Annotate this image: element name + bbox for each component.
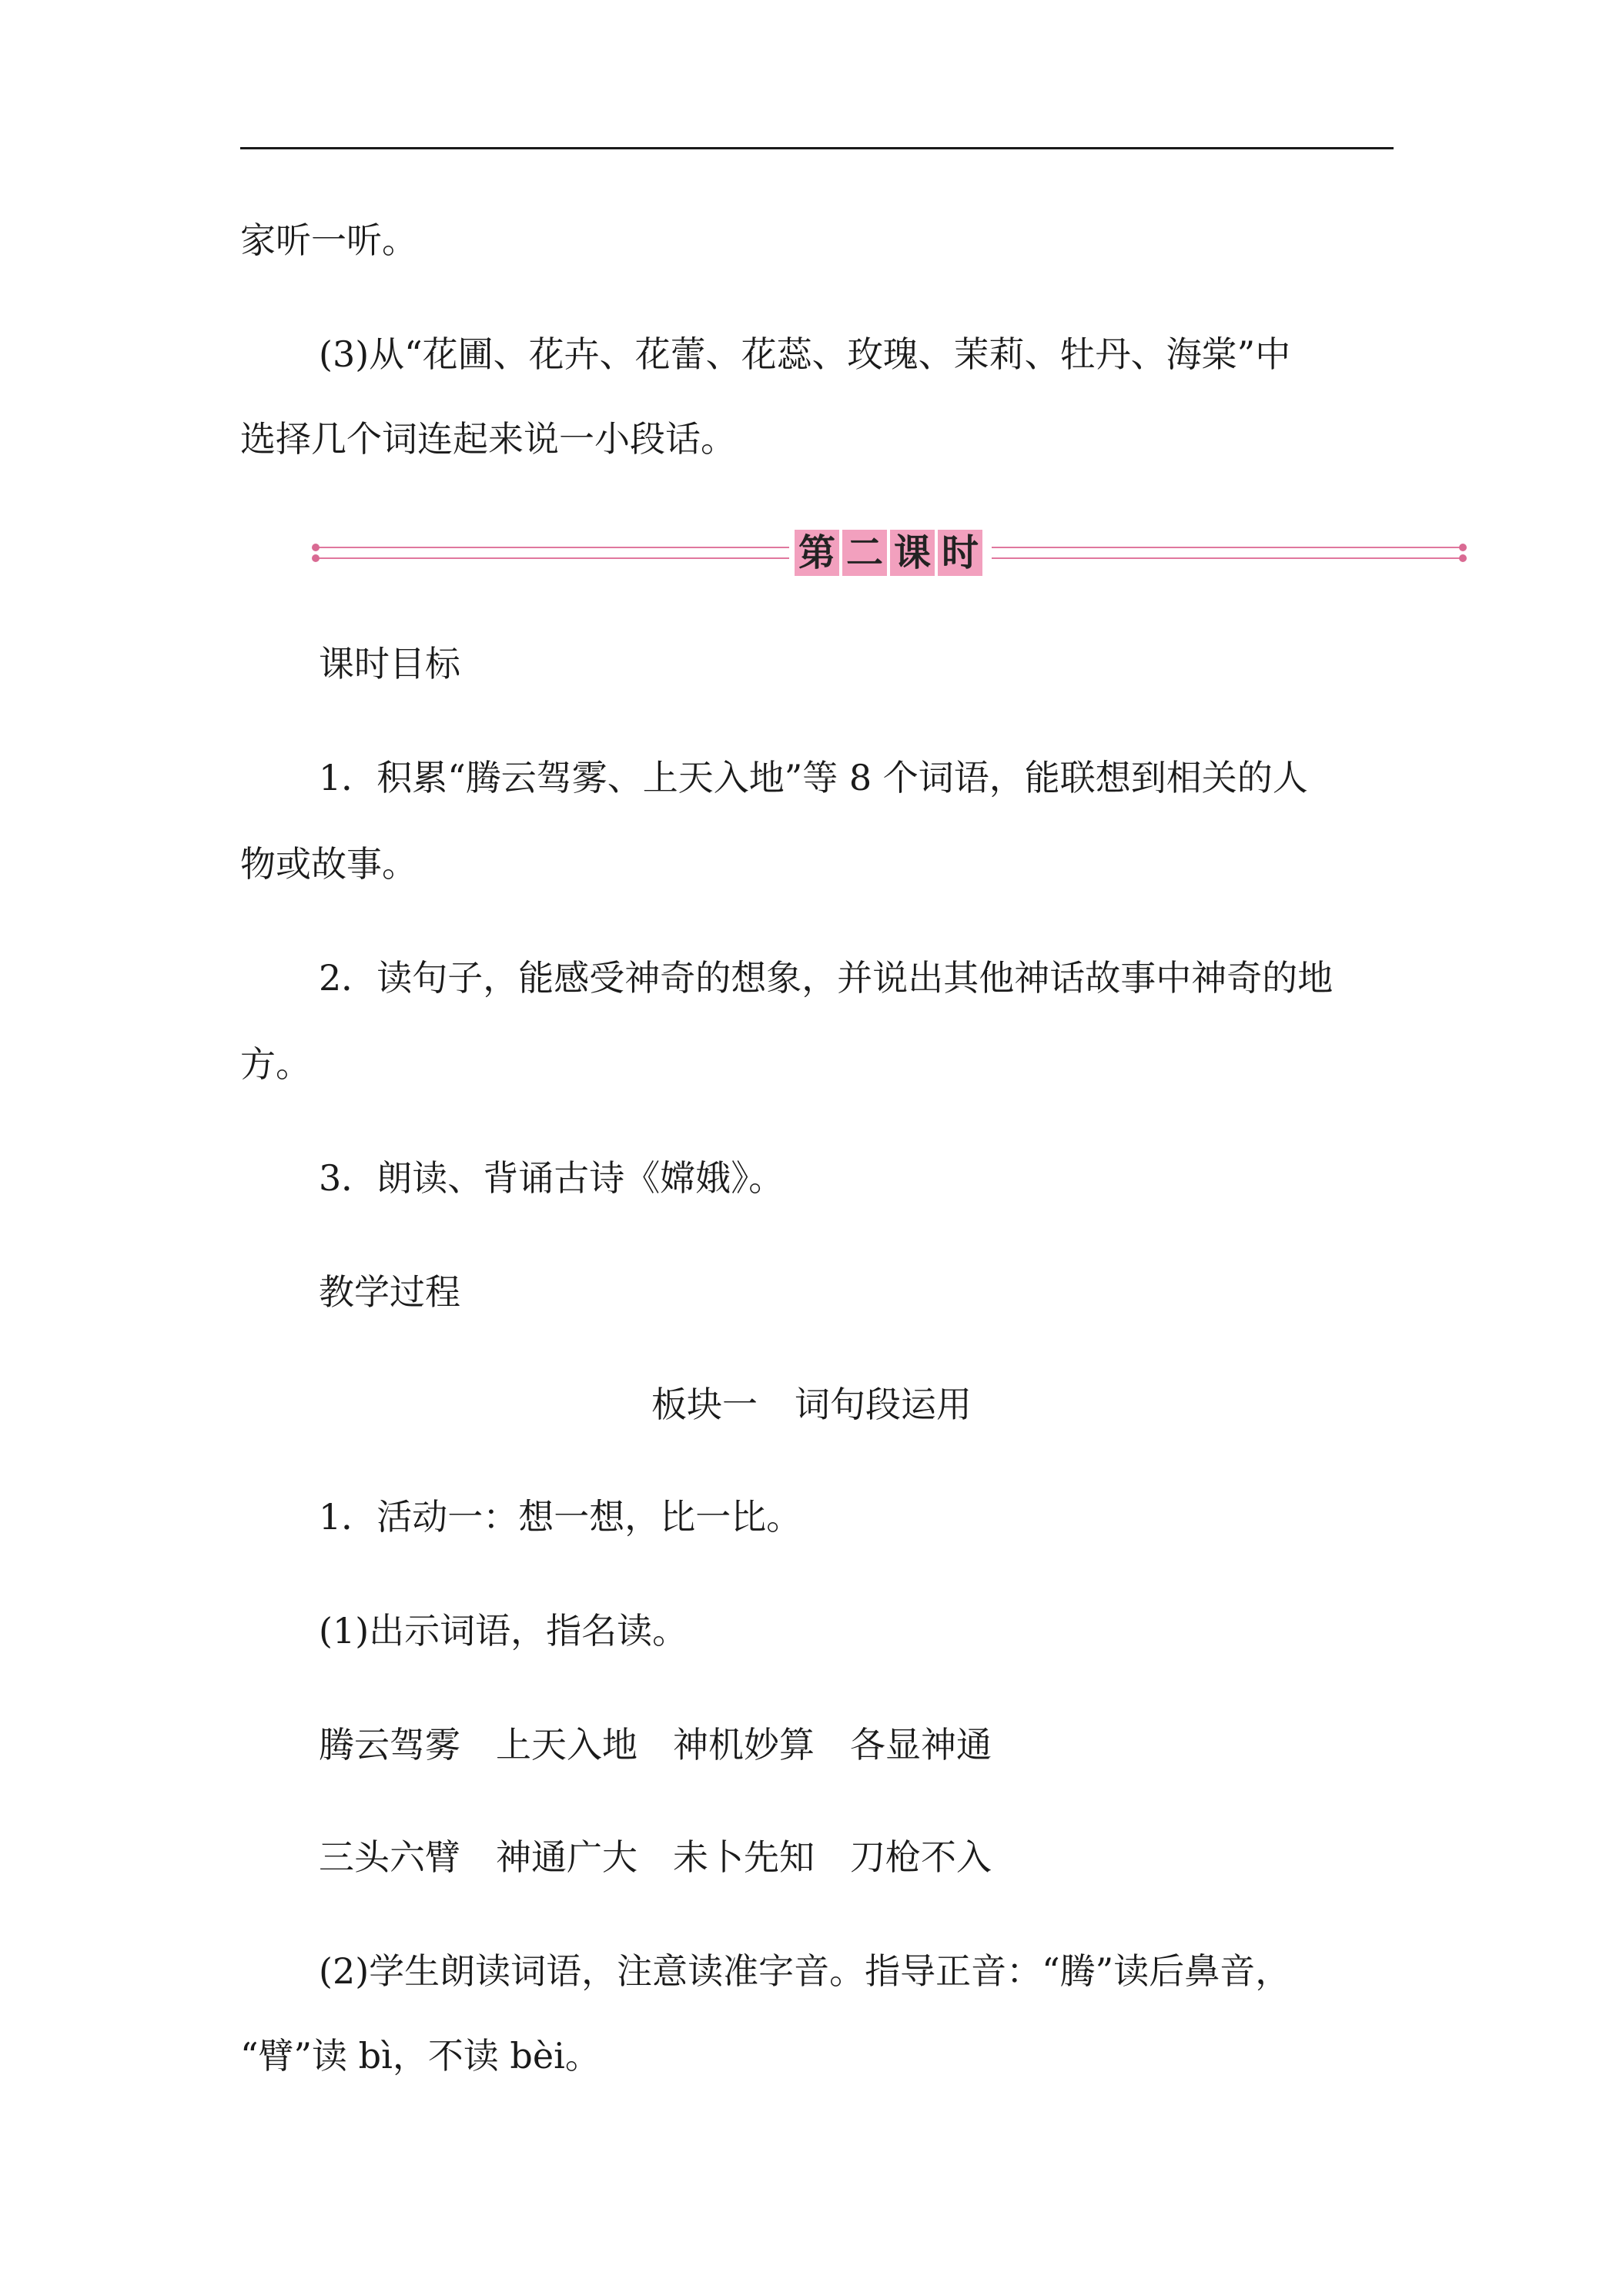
text-line: “臂”读 bì，不读 bèi。 bbox=[240, 2035, 601, 2077]
text-line: 方。 bbox=[240, 1043, 311, 1085]
divider-rail-right-top bbox=[992, 547, 1463, 548]
text-line: 选择几个词连起来说一小段话。 bbox=[240, 418, 736, 460]
badge-char: 时 bbox=[938, 530, 982, 576]
text-line: 家听一听。 bbox=[240, 219, 417, 261]
divider-dot bbox=[312, 554, 320, 562]
text-line: (2)学生朗读词语，注意读准字音。指导正音：“腾”读后鼻音， bbox=[319, 1950, 1291, 1992]
badge-char: 课 bbox=[890, 530, 935, 576]
block-title: 词句段运用 bbox=[795, 1384, 972, 1425]
block-number: 板块一 bbox=[651, 1384, 758, 1425]
block-heading bbox=[0, 1381, 1623, 1427]
text-line: (1)出示词语，指名读。 bbox=[319, 1610, 688, 1652]
word-row: 三头六臂 神通广大 未卜先知 刀枪不入 bbox=[319, 1836, 992, 1878]
text-line: 1．积累“腾云驾雾、上天入地”等 8 个词语，能联想到相关的人 bbox=[319, 757, 1308, 798]
divider-dot bbox=[1459, 544, 1467, 551]
section-divider bbox=[316, 530, 1471, 576]
word-row: 腾云驾雾 上天入地 神机妙算 各显神通 bbox=[319, 1724, 992, 1766]
text-line: (3)从“花圃、花卉、花蕾、花蕊、玫瑰、茉莉、牡丹、海棠”中 bbox=[319, 333, 1291, 375]
divider-dot bbox=[312, 544, 320, 551]
text-line: 2．读句子，能感受神奇的想象，并说出其他神话故事中神奇的地 bbox=[319, 957, 1334, 999]
badge-char: 二 bbox=[842, 530, 887, 576]
divider-rail-right-bottom bbox=[992, 557, 1463, 559]
divider-rail-left-bottom bbox=[316, 557, 789, 559]
badge-char: 第 bbox=[795, 530, 839, 576]
text-line: 物或故事。 bbox=[240, 843, 417, 885]
divider-rail-left-top bbox=[316, 547, 789, 548]
subheading-process: 教学过程 bbox=[319, 1271, 460, 1313]
header-rule bbox=[240, 147, 1394, 149]
text-line: 1．活动一：想一想，比一比。 bbox=[319, 1496, 802, 1538]
section-title-badge bbox=[795, 530, 982, 576]
divider-dot bbox=[1459, 554, 1467, 562]
text-line: 3．朗读、背诵古诗《嫦娥》。 bbox=[319, 1157, 785, 1199]
subheading-objectives: 课时目标 bbox=[319, 643, 460, 684]
